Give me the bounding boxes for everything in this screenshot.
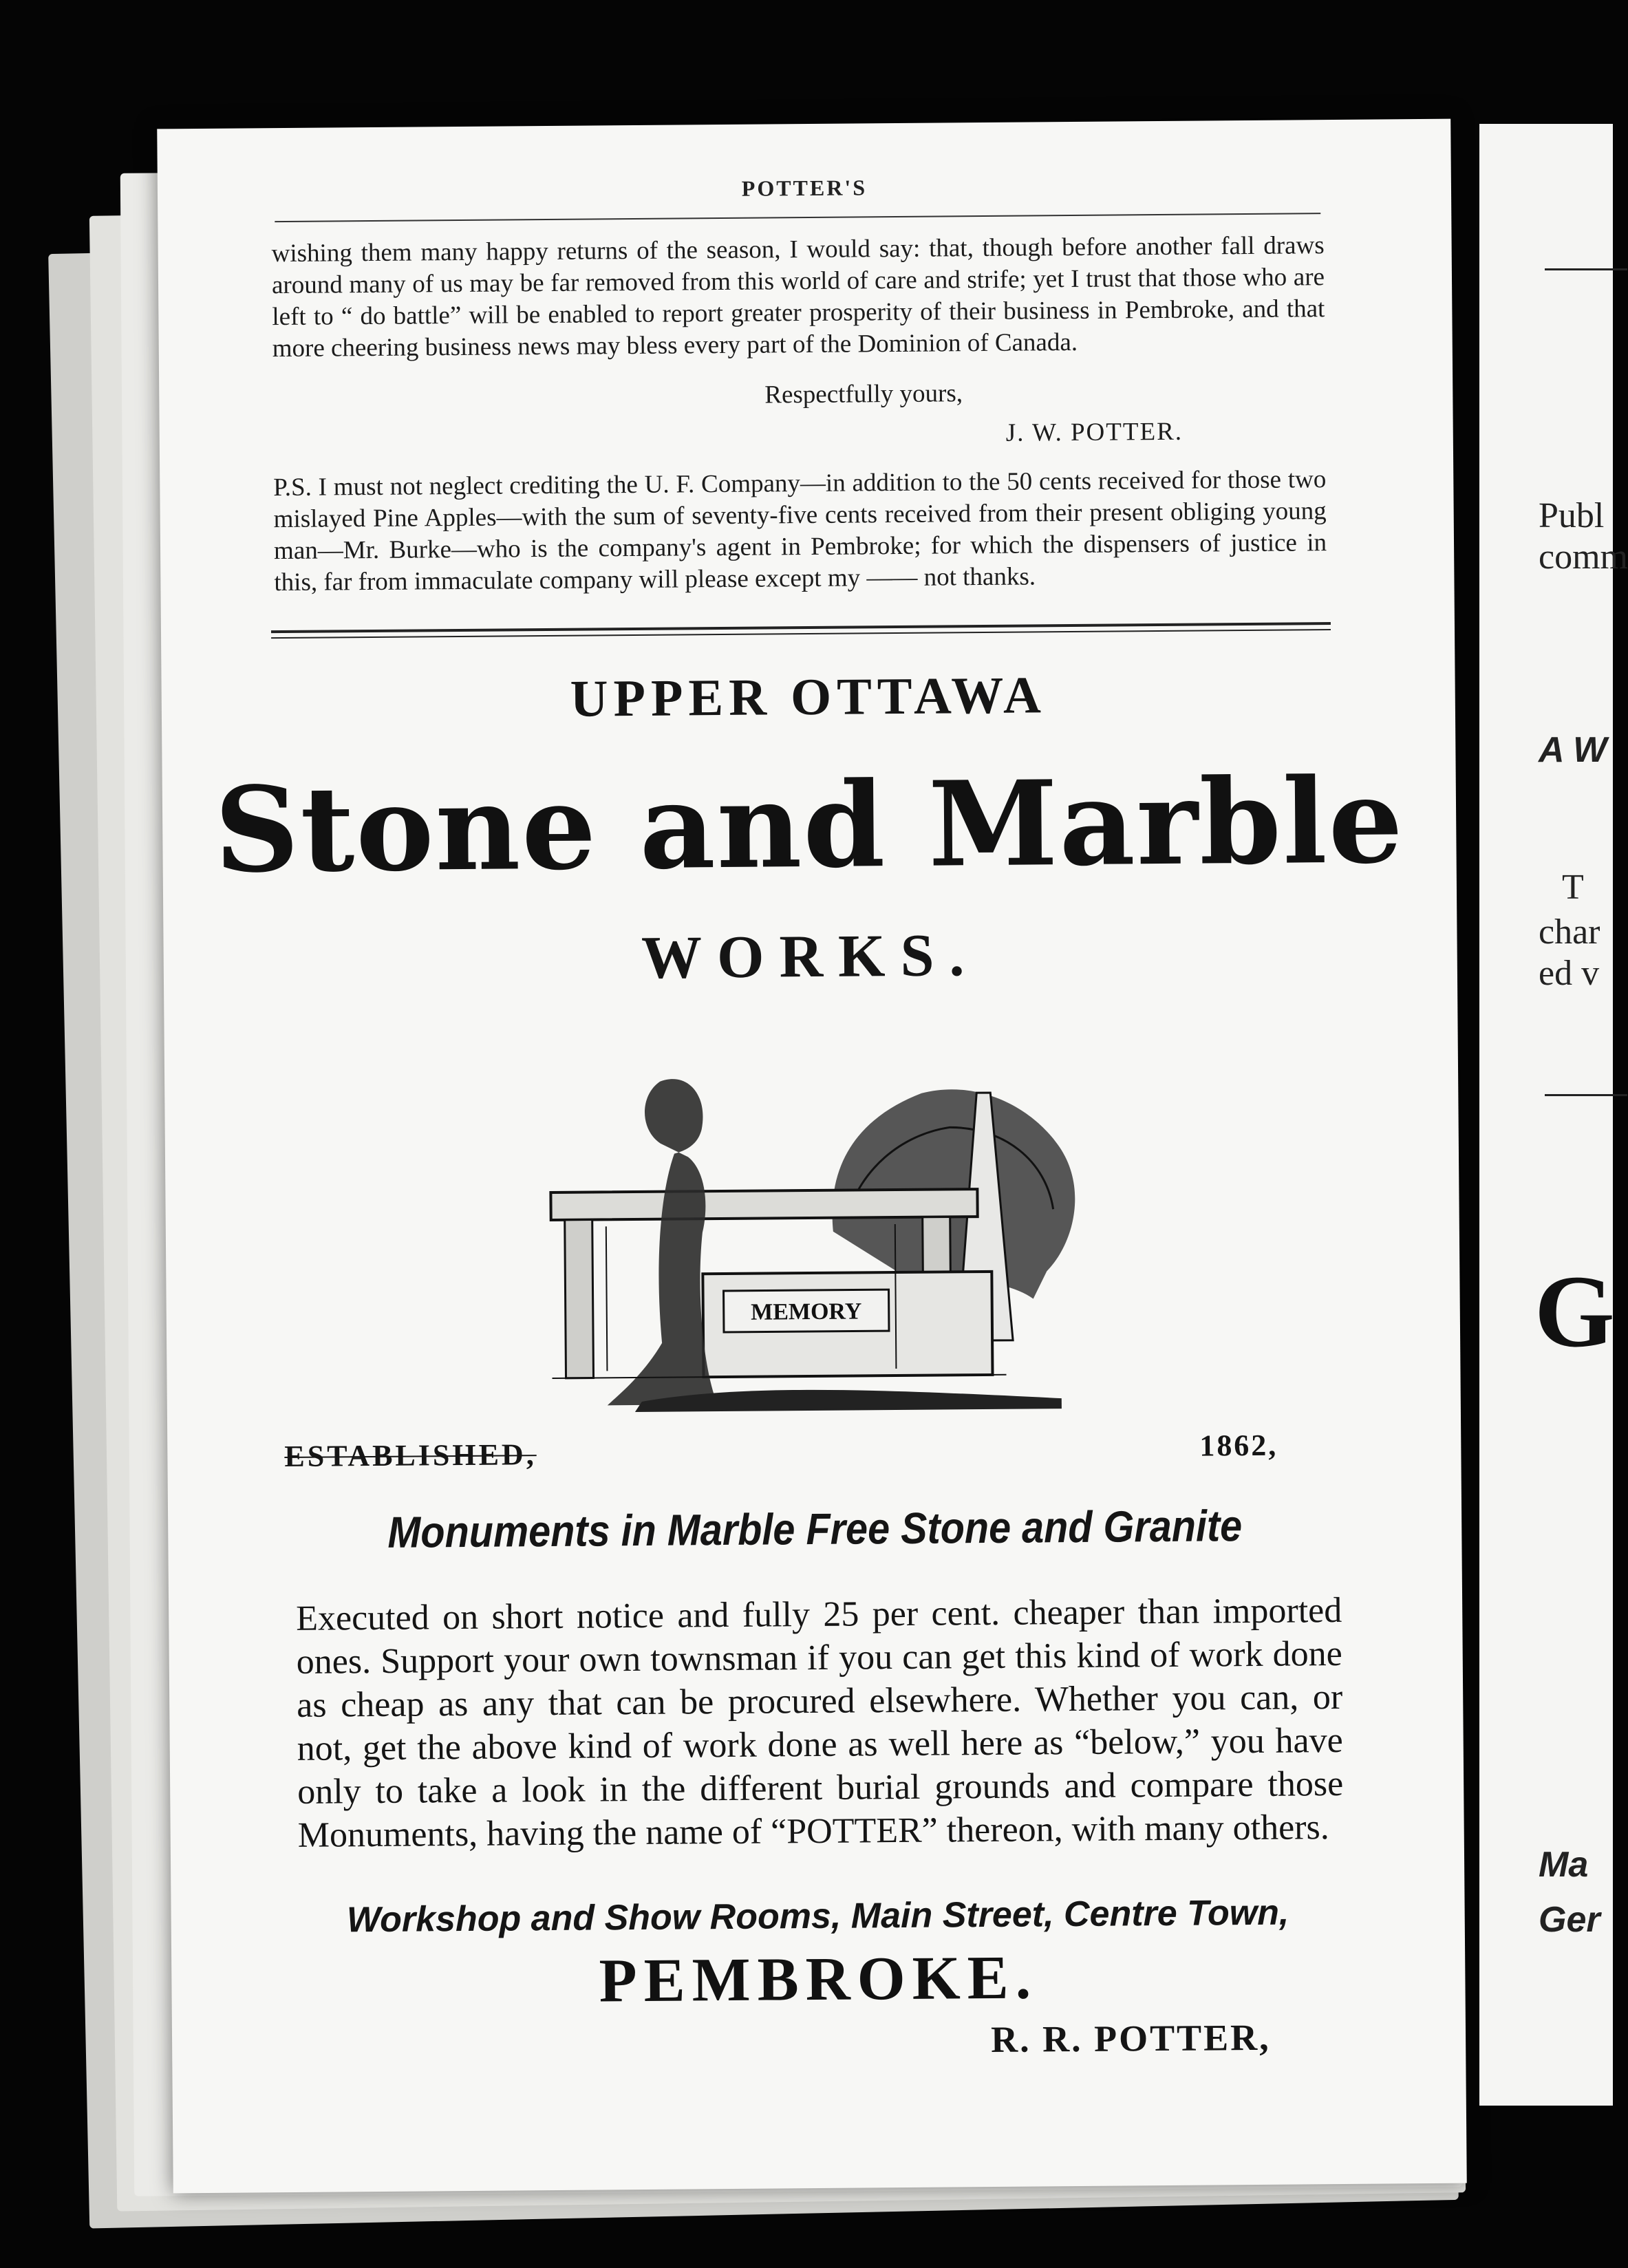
- facing-fragment: T: [1562, 868, 1584, 907]
- proprietor-name: R. R. POTTER,: [990, 2016, 1271, 2060]
- ad-headline: Stone and Marble: [214, 752, 1405, 899]
- facing-fragment: char: [1539, 912, 1600, 952]
- established-label: ESTABLISHED,: [284, 1437, 537, 1474]
- town-name: PEMBROKE.: [599, 1943, 1038, 2015]
- facing-fragment: A W: [1539, 730, 1607, 770]
- facing-fragment: Ger: [1539, 1900, 1600, 1940]
- facing-page-edge: [1479, 124, 1628, 2106]
- workshop-address: Workshop and Show Rooms, Main Street, Centre Town,: [346, 1892, 1289, 1940]
- facing-fragment: ed v: [1539, 954, 1600, 993]
- established-year: 1862,: [1199, 1428, 1278, 1463]
- engraving-label: MEMORY: [751, 1298, 862, 1325]
- facing-rule: [1545, 1094, 1627, 1096]
- scanned-page: [157, 119, 1467, 2194]
- facing-fragment: G: [1534, 1254, 1615, 1369]
- header-rule: [275, 213, 1320, 222]
- letter-paragraph: [271, 230, 1325, 365]
- facing-fragment: Publ: [1539, 496, 1605, 535]
- letter-signature: J. W. POTTER.: [1005, 417, 1183, 447]
- ad-line-upper-ottawa: UPPER OTTAWA: [570, 666, 1047, 728]
- ad-body: Executed on short notice and fully 25 per cent. cheaper than imported ones. Support your own townsman if you can get this kind of work done as cheap as any that can be procured elsewhere. Whether you can, or not, get the above kind of work done as well here as “below,” you have only to take a look in the different burial grounds and compare those Monuments, having the name of “POTTER” thereon, with many others.: [296, 1590, 1344, 1855]
- letter-text: wishing them many happy returns of the season, I would say: that, though before another fall draws around many of us may be far removed from this world of care and strife; yet I trust that those who are left to “ do battle” will be enabled to report greater prosperity of their business in Pembroke, and that more cheering business news may bless every part of the Dominion of Canada.: [271, 231, 1325, 363]
- memorial-engraving: [536, 1051, 1089, 1413]
- ad-line-works: WORKS.: [641, 922, 980, 992]
- monuments-subheading: Monuments in Marble Free Stone and Granite: [387, 1501, 1243, 1557]
- section-divider: [271, 622, 1331, 639]
- facing-fragment: comm: [1539, 537, 1628, 577]
- letter-closing: Respectfully yours,: [764, 379, 963, 409]
- postscript: P.S. I must not neglect crediting the U. F. Company—in addition to the 50 cents received for those two mislayed Pine Apples—with the sum of seventy-five cents received from their present obliging young man—Mr. Burke—who is the company's agent in Pembroke; for which the dispensers of justice in this, far from immaculate company will please except my —— not thanks.: [273, 465, 1327, 597]
- running-header: POTTER'S: [741, 175, 868, 201]
- facing-rule: [1545, 268, 1627, 270]
- facing-fragment: Ma: [1539, 1845, 1589, 1885]
